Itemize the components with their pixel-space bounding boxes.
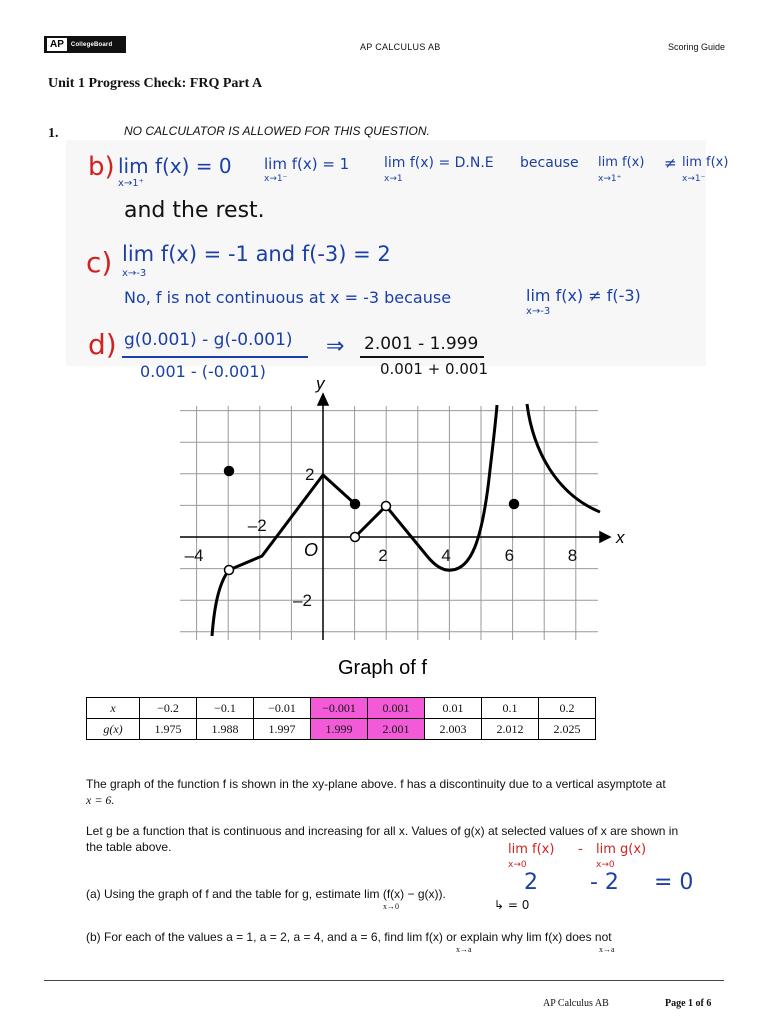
table-cell: 1.975 bbox=[140, 719, 197, 740]
header-course: AP CALCULUS AB bbox=[360, 42, 441, 52]
answer-a-value1: 2 bbox=[524, 870, 538, 895]
paragraph-graph-desc-1: The graph of the function f is shown in the xy-plane above. f has a discontinuity due to a vertical asymptote at bbox=[86, 777, 666, 791]
table-header-x: x bbox=[87, 698, 140, 719]
answer-b-lim3-sub: x→1 bbox=[384, 174, 403, 184]
table-cell: 0.01 bbox=[425, 698, 482, 719]
answer-b-lim4: lim f(x) bbox=[598, 155, 645, 170]
curve-piece-left bbox=[212, 475, 355, 636]
footer-page-number: Page 1 of 6 bbox=[665, 998, 712, 1009]
table-cell: 2.003 bbox=[425, 719, 482, 740]
origin-label: O bbox=[304, 540, 319, 560]
answer-b-neq: ≠ bbox=[664, 154, 677, 172]
answer-d-denominator2: 0.001 + 0.001 bbox=[380, 360, 488, 378]
question-b-text: (b) For each of the values a = 1, a = 2, a = 4, and a = 6, find lim f(x) or explain why lim f(x) does not bbox=[86, 930, 612, 944]
question-b-sub2: x→a bbox=[599, 945, 615, 954]
x-tick-label: 8 bbox=[567, 546, 578, 565]
footer-course: AP Calculus AB bbox=[543, 998, 609, 1009]
y-axis-label: y bbox=[316, 374, 325, 393]
y-tick-label: –2 bbox=[293, 591, 312, 611]
answer-a-value3: = 0 bbox=[654, 870, 694, 895]
y-axis-arrow bbox=[318, 394, 328, 405]
table-header-g: g(x) bbox=[87, 719, 140, 740]
x-tick-label: –2 bbox=[247, 516, 267, 535]
table-cell: 2.012 bbox=[482, 719, 539, 740]
question-a-text: (a) Using the graph of f and the table for g, estimate lim (f(x) − g(x)). bbox=[86, 887, 446, 901]
answer-c-line2: No, f is not continuous at x = -3 because bbox=[124, 288, 452, 307]
answer-a-mark: ↳ = 0 bbox=[494, 898, 530, 912]
question-note: NO CALCULATOR IS ALLOWED FOR THIS QUESTION. bbox=[124, 124, 430, 138]
curve-f bbox=[212, 404, 600, 636]
answer-b-lim2-sub: x→1⁻ bbox=[264, 174, 288, 184]
answer-d-denominator: 0.001 - (-0.001) bbox=[140, 362, 266, 381]
paragraph-graph-desc-2: x = 6. bbox=[86, 793, 115, 807]
question-number: 1. bbox=[48, 126, 59, 141]
answer-d-fraction-bar bbox=[122, 356, 308, 358]
answer-d-numerator: g(0.001) - g(-0.001) bbox=[124, 330, 293, 350]
graph-caption: Graph of f bbox=[338, 657, 427, 679]
answer-b-lim3: lim f(x) = D.N.E bbox=[384, 155, 494, 171]
table-cell-highlighted: 2.001 bbox=[368, 719, 425, 740]
table-cell-highlighted: −0.001 bbox=[311, 698, 368, 719]
curve-piece-right bbox=[527, 404, 600, 512]
x-axis-arrow bbox=[600, 532, 610, 542]
question-a-sub: x→0 bbox=[383, 902, 399, 911]
table-row-g bbox=[87, 719, 596, 740]
table-cell-highlighted: 1.999 bbox=[311, 719, 368, 740]
question-b-sub1: x→a bbox=[456, 945, 472, 954]
answer-d-label: d) bbox=[88, 328, 117, 361]
graph-of-f bbox=[170, 370, 625, 690]
table-cell: −0.2 bbox=[140, 698, 197, 719]
header-guide: Scoring Guide bbox=[668, 42, 726, 52]
answer-c-line1: lim f(x) = -1 and f(-3) = 2 bbox=[122, 242, 391, 266]
table-cell: 0.1 bbox=[482, 698, 539, 719]
table-cell: 1.988 bbox=[197, 719, 254, 740]
solid-point-6 bbox=[510, 500, 519, 509]
answer-b-lim4-sub: x→1⁺ bbox=[598, 174, 622, 184]
x-tick-label: 2 bbox=[378, 546, 388, 565]
answer-b-lim5-sub: x→1⁻ bbox=[682, 174, 706, 184]
table-cell: −0.1 bbox=[197, 698, 254, 719]
answer-c-line2-lim: lim f(x) ≠ f(-3) bbox=[526, 286, 641, 305]
logo-ap: AP bbox=[47, 38, 67, 51]
open-point-2 bbox=[382, 502, 391, 511]
footer-divider bbox=[44, 980, 724, 981]
table-cell-highlighted: 0.001 bbox=[368, 698, 425, 719]
y-tick-label: 2 bbox=[305, 464, 315, 484]
g-values-table bbox=[86, 697, 596, 740]
answer-a-lim-g-sub: x→0 bbox=[596, 860, 615, 870]
paragraph-g-desc-1: Let g be a function that is continuous and increasing for all x. Values of g(x) at selected values of x are shown in bbox=[86, 824, 679, 838]
answer-d-arrow: ⇒ bbox=[326, 334, 345, 359]
answer-d-fraction-bar2 bbox=[360, 356, 484, 358]
answer-b-because: because bbox=[520, 155, 579, 171]
answer-d-numerator2: 2.001 - 1.999 bbox=[364, 334, 479, 354]
answer-b-lim2: lim f(x) = 1 bbox=[264, 155, 350, 173]
answer-a-value2: - 2 bbox=[590, 870, 619, 895]
answer-c-line2-sub: x→-3 bbox=[526, 306, 551, 317]
logo-collegeboard: CollegeBoard bbox=[70, 41, 113, 48]
answer-a-lim-f-sub: x→0 bbox=[508, 860, 527, 870]
answer-b-lim1-sub: x→1⁺ bbox=[118, 178, 144, 189]
answer-b-rest: and the rest. bbox=[124, 198, 265, 223]
table-cell: 1.997 bbox=[254, 719, 311, 740]
table-row-x bbox=[87, 698, 596, 719]
paragraph-g-desc-2: the table above. bbox=[86, 840, 172, 854]
answer-a-lim-f: lim f(x) bbox=[508, 842, 555, 857]
answer-a-minus: - bbox=[578, 842, 583, 857]
answer-b-lim1: lim f(x) = 0 bbox=[118, 154, 232, 178]
x-axis-label: x bbox=[616, 528, 625, 547]
curve-piece-middle bbox=[355, 405, 497, 570]
x-tick-label: –4 bbox=[184, 546, 204, 565]
solid-point-1 bbox=[351, 500, 360, 509]
solid-point-neg3 bbox=[225, 467, 234, 476]
x-tick-label: 6 bbox=[504, 546, 515, 565]
table-cell: 0.2 bbox=[539, 698, 596, 719]
ap-logo bbox=[44, 36, 126, 53]
open-point-neg3 bbox=[225, 566, 234, 575]
page-title: Unit 1 Progress Check: FRQ Part A bbox=[48, 76, 263, 91]
open-point-1 bbox=[351, 533, 360, 542]
x-tick-label: 4 bbox=[441, 546, 451, 565]
answer-b-label: b) bbox=[88, 152, 115, 182]
answer-c-label: c) bbox=[86, 246, 113, 279]
answer-c-line1-sub: x→-3 bbox=[122, 268, 147, 279]
answer-b-lim5: lim f(x) bbox=[682, 155, 729, 170]
table-cell: 2.025 bbox=[539, 719, 596, 740]
table-cell: −0.01 bbox=[254, 698, 311, 719]
answer-a-lim-g: lim g(x) bbox=[596, 842, 647, 857]
